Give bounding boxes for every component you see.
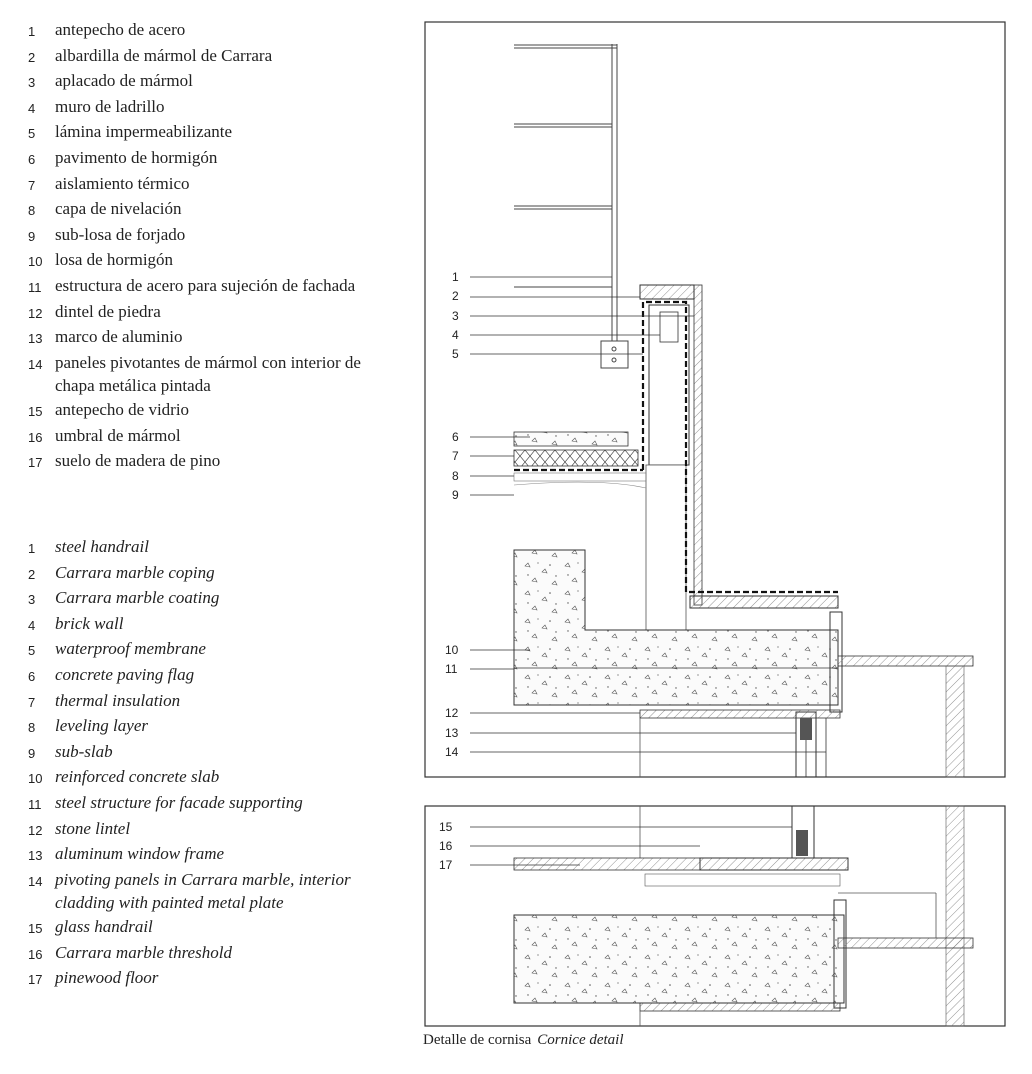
legend-text: pivoting panels in Carrara marble, interior cladding with painted metal plate (55, 869, 351, 913)
legend-text: steel handrail (55, 537, 149, 556)
legend-text: capa de nivelación (55, 199, 182, 219)
legend-number: 10 (28, 771, 43, 787)
legend-text: Carrara marble coating (55, 588, 220, 608)
legend-text: thermal insulation (55, 690, 181, 710)
legend-text: pinewood floor (55, 968, 159, 988)
sub-slab (514, 482, 646, 488)
thermal-insulation (514, 450, 638, 466)
legend-number: 3 (28, 75, 36, 91)
legend-number: 12 (28, 822, 43, 838)
legend-number: 6 (28, 151, 36, 167)
legend-number: 6 (28, 668, 36, 684)
callout-9: 9 (452, 488, 459, 502)
marble-cladding (694, 285, 702, 605)
concrete-slab-lower (514, 915, 844, 1003)
legend-number: 11 (28, 279, 42, 295)
legend-text: glass handrail (55, 916, 153, 936)
callout-3: 3 (452, 309, 459, 323)
figure-caption (423, 1032, 624, 1049)
marble-coping (640, 285, 694, 299)
legend-number: 7 (28, 694, 36, 710)
callouts-top (445, 270, 459, 759)
legend-text: suelo de madera de pino (55, 451, 221, 471)
legend-text: concrete paving flag (55, 664, 195, 684)
legend-text: waterproof membrane (55, 639, 206, 659)
legend-number: 5 (28, 126, 36, 142)
legend-text: losa de hormigón (55, 250, 174, 270)
brick-wall (646, 465, 686, 630)
legend-text: reinforced concrete slab (55, 767, 220, 787)
caption-spanish: Detalle de cornisa (423, 1032, 532, 1048)
legend-number: 8 (28, 720, 36, 736)
callout-1: 1 (452, 270, 459, 284)
legend-text: antepecho de vidrio (55, 399, 190, 419)
legend-number: 10 (28, 254, 43, 270)
callout-8: 8 (452, 469, 459, 483)
legend-number: 14 (28, 873, 43, 889)
legend-number: 13 (28, 848, 43, 864)
legend-number: 14 (28, 356, 43, 372)
legend-number: 17 (28, 972, 43, 988)
callout-16: 16 (439, 839, 453, 853)
callout-13: 13 (445, 726, 459, 740)
legend-text: sub-losa de forjado (55, 224, 186, 244)
legend-number: 12 (28, 305, 43, 321)
legend-text: aluminum window frame (55, 844, 225, 864)
callout-4: 4 (452, 328, 459, 342)
legend-text: steel structure for facade supporting (55, 792, 303, 812)
legend-text: antepecho de acero (55, 20, 186, 39)
caption-english: Cornice detail (537, 1032, 624, 1048)
legend-number: 15 (28, 920, 43, 936)
legend-text: dintel de piedra (55, 301, 161, 321)
legend-number: 1 (28, 24, 36, 39)
legend-text: pavimento de hormigón (55, 147, 218, 167)
stone-lintel (640, 710, 840, 718)
legend-text: sub-slab (55, 741, 113, 761)
legend-text: estructura de acero para sujeción de fachada (55, 275, 356, 295)
legend-text: Carrara marble coping (55, 562, 215, 582)
legend-number: 9 (28, 228, 36, 244)
legend-number: 17 (28, 455, 43, 471)
legend-number: 7 (28, 177, 36, 193)
callout-7: 7 (452, 449, 459, 463)
pinewood-floor (514, 858, 700, 870)
legend-text: marco de aluminio (55, 327, 183, 347)
legend-number: 2 (28, 49, 36, 65)
marble-threshold (700, 858, 848, 870)
legend-text: muro de ladrillo (55, 96, 165, 116)
legend-text: leveling layer (55, 716, 148, 736)
callout-2: 2 (452, 289, 459, 303)
legend-number: 3 (28, 592, 36, 608)
legend-number: 15 (28, 403, 43, 419)
legend-text: umbral de mármol (55, 425, 181, 445)
legend-number: 13 (28, 331, 43, 347)
legend-number: 11 (28, 796, 42, 812)
callouts-bottom (439, 820, 453, 872)
legend-text: stone lintel (55, 818, 131, 838)
parapet-wall (649, 305, 689, 465)
callout-6: 6 (452, 430, 459, 444)
legend-text: lámina impermeabilizante (55, 122, 233, 142)
callout-5: 5 (452, 347, 459, 361)
legend-number: 9 (28, 745, 36, 761)
concrete-paving (514, 432, 628, 446)
legend-number: 16 (28, 946, 43, 962)
legend-number: 1 (28, 541, 36, 556)
legend-text: aislamiento térmico (55, 173, 190, 193)
callout-14: 14 (445, 745, 459, 759)
legend-number: 2 (28, 566, 36, 582)
callout-11: 11 (445, 662, 458, 676)
legend-number: 4 (28, 617, 36, 633)
legend-number: 5 (28, 643, 36, 659)
legend-number: 16 (28, 429, 43, 445)
legend-text: aplacado de mármol (55, 71, 193, 91)
legend-number: 8 (28, 203, 36, 219)
legend-text: Carrara marble threshold (55, 942, 232, 962)
callout-10: 10 (445, 643, 459, 657)
steel-handrail (514, 44, 628, 368)
legend-number: 4 (28, 100, 36, 116)
callout-17: 17 (439, 858, 453, 872)
legend-text: brick wall (55, 613, 124, 633)
callout-15: 15 (439, 820, 453, 834)
legend-text: albardilla de mármol de Carrara (55, 45, 273, 65)
leveling-layer (514, 473, 646, 481)
legend-text: paneles pivotantes de mármol con interior de chapa metálica pintada (55, 352, 361, 396)
callout-12: 12 (445, 706, 459, 720)
